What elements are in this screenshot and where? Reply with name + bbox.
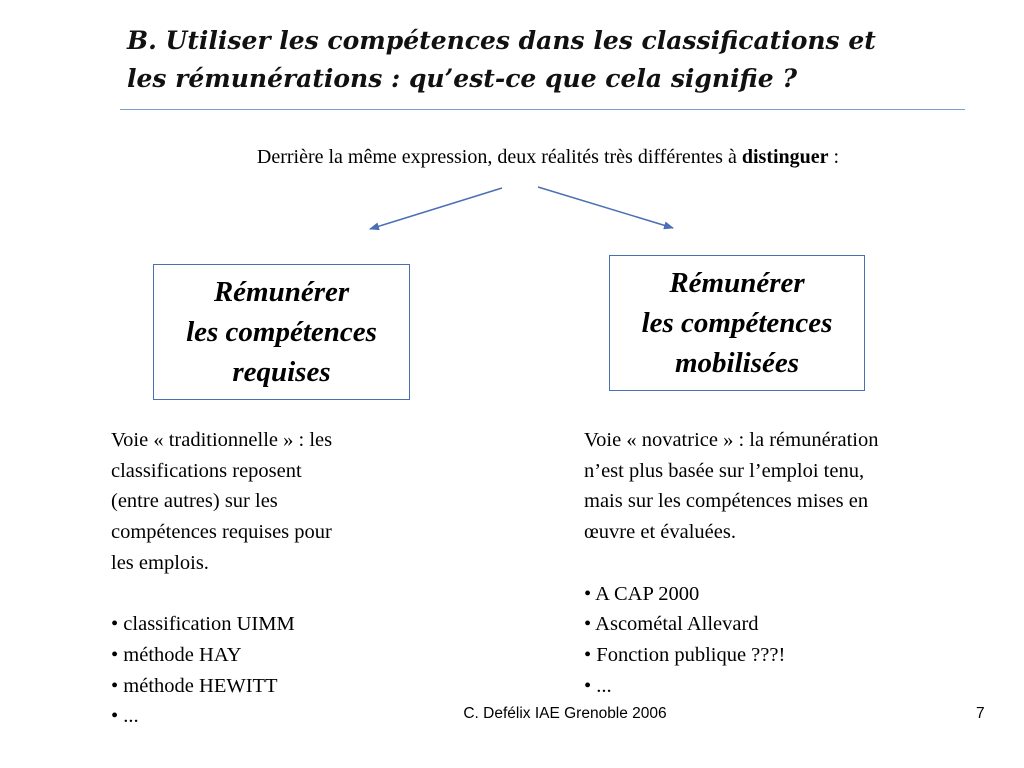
right-column	[584, 425, 1004, 701]
intro-text: Derrière la même expression, deux réalités très différentes à	[256, 146, 742, 168]
box-left-line-2: les compétences	[186, 316, 377, 348]
right-para-line: mais sur les compétences mises en	[584, 490, 869, 513]
right-paragraph	[584, 425, 1004, 548]
list-item: • Fonction publique ???!	[584, 643, 786, 666]
list-item: • méthode HAY	[111, 643, 242, 666]
title-line-2: les rémunérations : qu’est-ce que cela signifie ?	[127, 64, 797, 93]
left-para-line: les emplois.	[111, 551, 209, 574]
box-right-line-1: Rémunérer	[669, 267, 805, 299]
box-required-competences	[153, 264, 410, 400]
list-item: • Ascométal Allevard	[584, 613, 759, 636]
slide-footer: C. Defélix IAE Grenoble 2006	[463, 705, 667, 722]
page-number: 7	[976, 705, 985, 722]
list-item: • méthode HEWITT	[111, 674, 278, 697]
box-left-line-1: Rémunérer	[213, 276, 350, 308]
right-para-line: Voie « novatrice » : la rémunération	[584, 429, 879, 451]
left-paragraph	[111, 425, 441, 579]
right-para-line: n’est plus basée sur l’emploi tenu,	[584, 459, 865, 482]
list-item: • classification UIMM	[111, 613, 295, 636]
right-bullet-list	[584, 579, 1004, 702]
left-para-line: compétences requises pour	[111, 521, 332, 544]
list-item: • ...	[584, 674, 612, 697]
title-line-1: B. Utiliser les compétences dans les classifications et	[127, 26, 876, 55]
box-right-line-2: les compétences	[641, 307, 833, 339]
arrow-right	[538, 187, 673, 228]
box-mobilized-competences	[609, 255, 865, 391]
arrow-left	[370, 188, 502, 229]
left-column	[111, 425, 441, 732]
box-right-line-3: mobilisées	[674, 347, 800, 379]
list-item: • ...	[111, 705, 139, 728]
left-para-line: classifications reposent	[111, 459, 302, 482]
left-para-line: (entre autres) sur les	[111, 490, 278, 513]
box-left-line-3: requises	[232, 356, 331, 388]
list-item: • A CAP 2000	[584, 582, 700, 605]
right-para-line: œuvre et évaluées.	[584, 521, 736, 544]
intro-suffix: :	[828, 146, 840, 168]
intro-bold-word: distinguer	[741, 146, 829, 168]
left-para-line: Voie « traditionnelle » : les	[111, 429, 333, 451]
